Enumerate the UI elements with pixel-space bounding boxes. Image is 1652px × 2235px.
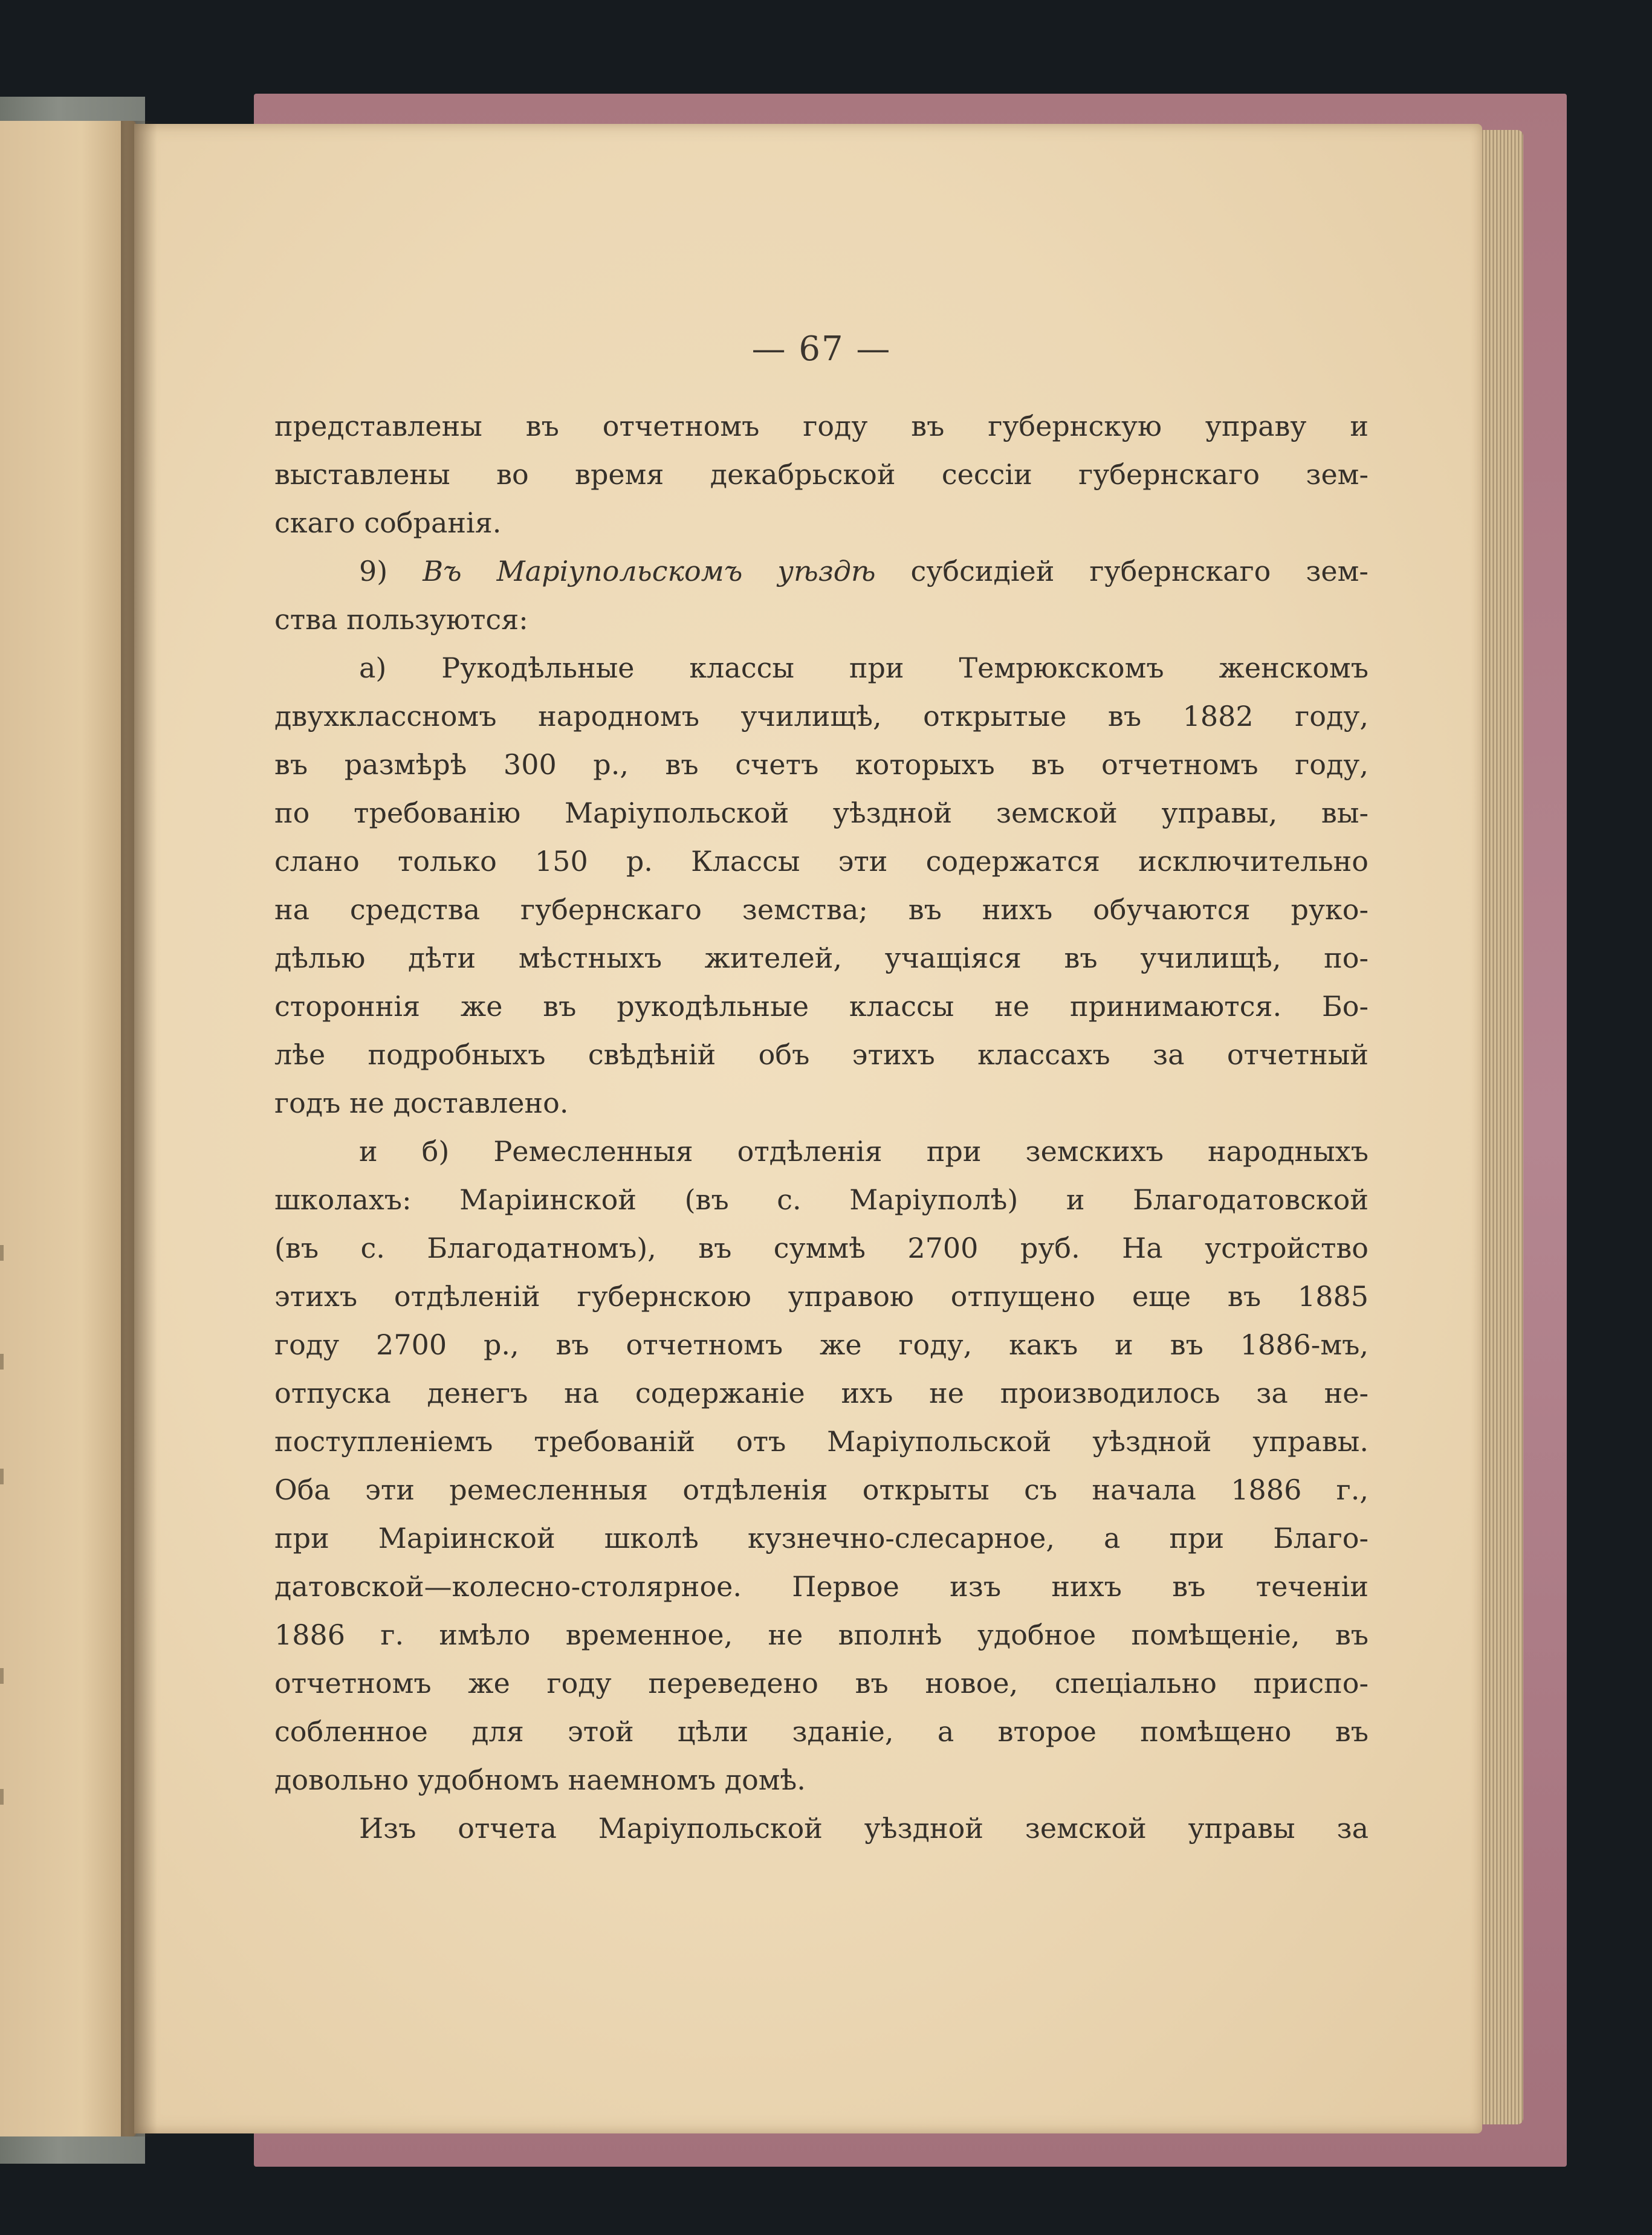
text-line — [274, 1514, 1369, 1562]
line-text: отпуска денегъ на содержаніе ихъ не производилось за не- — [274, 1377, 1369, 1409]
text-line — [274, 1804, 1369, 1852]
left-page-text-remnant — [0, 1354, 4, 1370]
line-text: датовской—колесно-столярное. Первое изъ нихъ въ теченіи — [274, 1570, 1369, 1603]
line-text: лѣе подробныхъ свѣдѣній объ этихъ классахъ за отчетный — [274, 1038, 1369, 1071]
text-line — [274, 595, 1369, 644]
text-line — [274, 547, 1369, 595]
line-text: довольно удобномъ наемномъ домѣ. — [274, 1764, 806, 1796]
line-text: стороннія же въ рукодѣльные классы не принимаются. Бо- — [274, 990, 1369, 1023]
text-line — [274, 1417, 1369, 1466]
left-page-text-remnant — [0, 1668, 4, 1684]
text-line — [274, 402, 1369, 450]
line-text: слано только 150 р. Классы эти содержатся исключительно — [274, 845, 1369, 878]
text-line — [274, 1707, 1369, 1756]
left-page-text-remnant — [0, 1789, 4, 1805]
text-line — [274, 1030, 1369, 1079]
line-text: а) Рукодѣльные классы при Темрюкскомъ женскомъ — [359, 652, 1369, 684]
text-line — [274, 982, 1369, 1030]
line-text: (въ с. Благодатномъ), въ суммѣ 2700 руб. На устройство — [274, 1232, 1369, 1264]
text-line — [274, 1321, 1369, 1369]
line-text: по требованію Маріупольской уѣздной земской управы, вы- — [274, 797, 1369, 829]
line-text: 1886 г. имѣло временное, не вполнѣ удобное помѣщеніе, въ — [274, 1619, 1369, 1651]
line-text: выставлены во время декабрьской сессіи губернскаго зем- — [274, 458, 1369, 491]
book-page — [134, 124, 1482, 2133]
text-line — [274, 1756, 1369, 1804]
line-text: году 2700 р., въ отчетномъ же году, какъ и въ 1886-мъ, — [274, 1328, 1369, 1361]
text-line — [274, 885, 1369, 934]
text-line — [274, 499, 1369, 547]
line-text: и б) Ремесленныя отдѣленія при земскихъ народныхъ — [359, 1135, 1369, 1168]
text-line — [274, 740, 1369, 789]
text-line — [274, 1224, 1369, 1272]
italic-phrase: Въ Маріупольскомъ уѣздѣ — [423, 555, 876, 587]
text-line — [274, 1611, 1369, 1659]
line-text: скаго собранія. — [274, 506, 502, 539]
text-line — [274, 644, 1369, 692]
gutter-shadow — [121, 121, 157, 2136]
line-prefix: 9) — [359, 555, 423, 587]
left-page-edge — [0, 121, 136, 2136]
page-number: — 67 — — [751, 329, 892, 369]
text-line — [274, 1079, 1369, 1127]
text-line — [274, 934, 1369, 982]
text-line — [274, 837, 1369, 885]
line-text: при Маріинской школѣ кузнечно-слесарное, а при Благо- — [274, 1522, 1369, 1554]
text-line — [274, 1127, 1369, 1176]
text-line — [274, 1176, 1369, 1224]
line-text: поступленіемъ требованій отъ Маріупольской уѣздной управы. — [274, 1425, 1369, 1458]
text-line — [274, 1562, 1369, 1611]
line-text: двухклассномъ народномъ училищѣ, открытые въ 1882 году, — [274, 700, 1369, 733]
line-text: собленное для этой цѣли зданіе, а второе помѣщено въ — [274, 1715, 1369, 1748]
line-text: дѣлью дѣти мѣстныхъ жителей, учащіяся въ училищѣ, по- — [274, 942, 1369, 974]
text-line — [274, 692, 1369, 740]
text-line — [274, 1369, 1369, 1417]
text-line — [274, 1272, 1369, 1321]
left-page-text-remnant — [0, 1469, 4, 1484]
line-text: школахъ: Маріинской (въ с. Маріуполѣ) и Благодатовской — [274, 1183, 1369, 1216]
text-line — [274, 789, 1369, 837]
line-text: Изъ отчета Маріупольской уѣздной земской управы за — [359, 1812, 1369, 1845]
line-text: Оба эти ремесленныя отдѣленія открыты съ начала 1886 г., — [274, 1473, 1369, 1506]
text-line — [274, 1659, 1369, 1707]
line-text: представлены въ отчетномъ году въ губернскую управу и — [274, 410, 1369, 442]
line-text: ства пользуются: — [274, 603, 528, 636]
line-text: отчетномъ же году переведено въ новое, спеціально приспо- — [274, 1667, 1369, 1700]
line-text: въ размѣрѣ 300 р., въ счетъ которыхъ въ отчетномъ году, — [274, 748, 1369, 781]
text-line — [274, 450, 1369, 499]
left-page-text-remnant — [0, 1245, 4, 1261]
text-line — [274, 1466, 1369, 1514]
line-text: годъ не доставлено. — [274, 1087, 569, 1119]
line-text: на средства губернскаго земства; въ нихъ обучаются руко- — [274, 893, 1369, 926]
line-text: этихъ отдѣленій губернскою управою отпущено еще въ 1885 — [274, 1280, 1369, 1313]
line-text: субсидіей губернскаго зем- — [875, 555, 1369, 587]
